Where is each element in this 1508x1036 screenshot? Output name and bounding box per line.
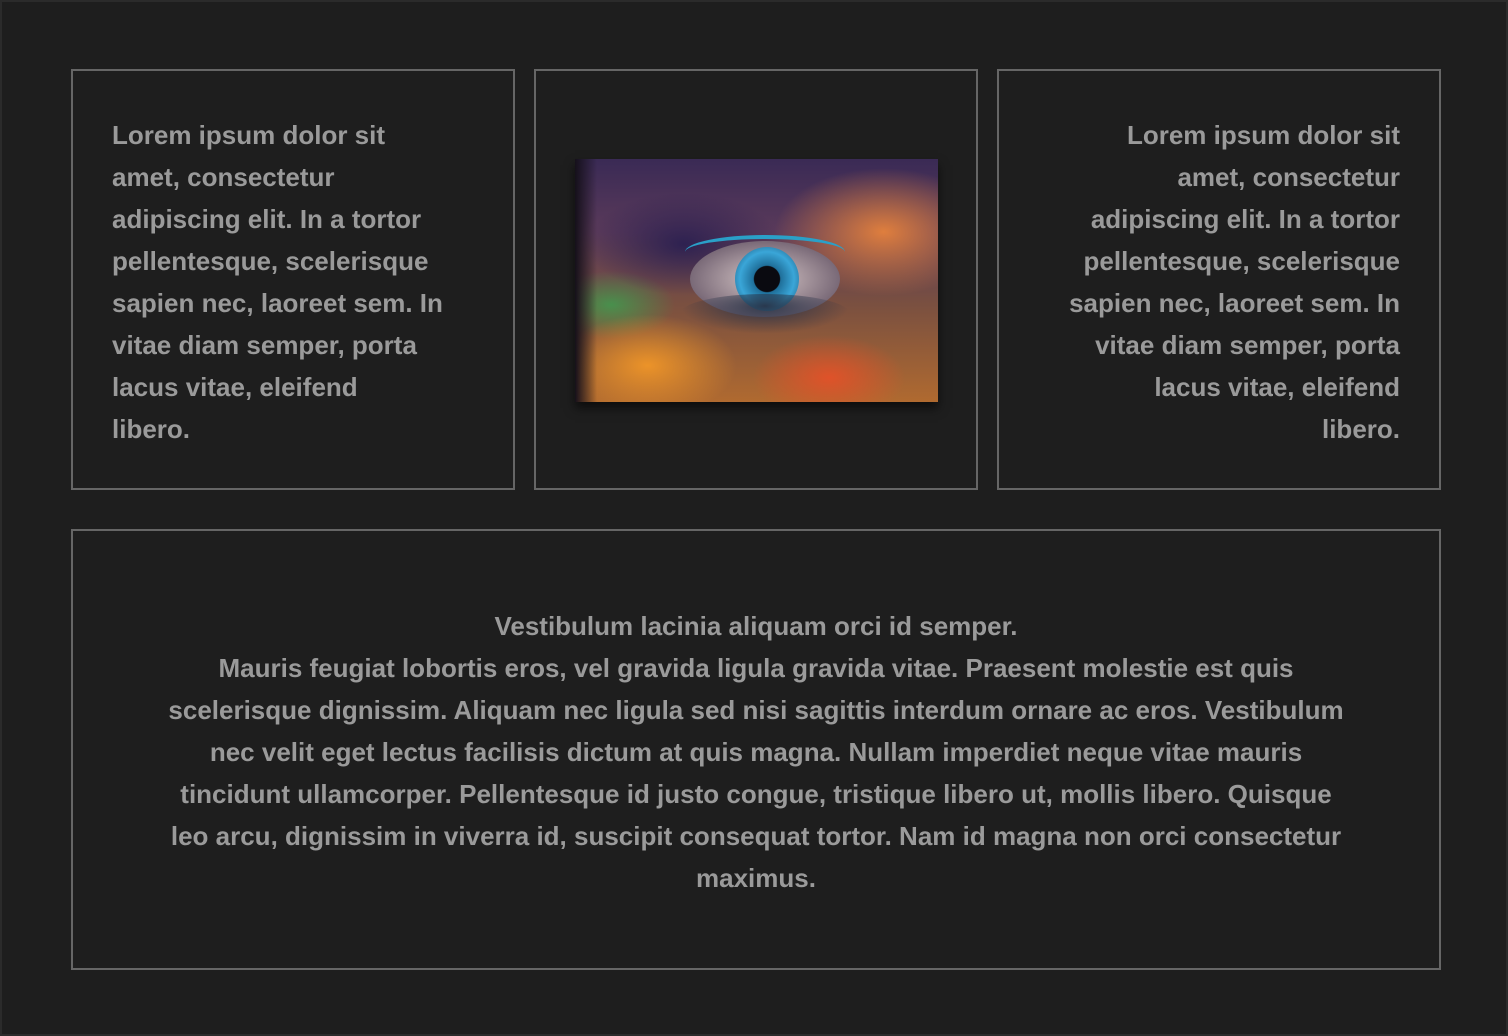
text-line: vitae diam semper, porta xyxy=(112,330,417,360)
text-line: lacus vitae, eleifend xyxy=(1154,372,1400,402)
right-card-text xyxy=(1030,114,1400,450)
text-card-left xyxy=(71,69,515,490)
text-line: amet, consectetur xyxy=(1177,162,1400,192)
text-line: adipiscing elit. In a tortor xyxy=(112,204,422,234)
text-line: scelerisque dignissim. Aliquam nec ligula sed nisi sagittis interdum ornare ac eros. Vestibulum xyxy=(168,695,1344,725)
text-card-right xyxy=(997,69,1441,490)
text-line: libero. xyxy=(112,414,191,444)
text-line: nec velit eget lectus facilisis dictum at quis magna. Nullam imperdiet neque vitae mauris xyxy=(209,737,1303,767)
text-line: pellentesque, scelerisque xyxy=(112,246,429,276)
text-line: tincidunt ullamcorper. Pellentesque id justo congue, tristique libero ut, mollis libero. Quisque xyxy=(180,779,1332,809)
text-line: sapien nec, laoreet sem. In xyxy=(112,288,443,318)
text-line: maximus. xyxy=(696,863,816,893)
text-line: sapien nec, laoreet sem. In xyxy=(1069,288,1400,318)
wide-card-text xyxy=(109,605,1403,899)
text-line: Lorem ipsum dolor sit xyxy=(1126,120,1400,150)
eye-lashes xyxy=(685,235,845,269)
image-card-center xyxy=(534,69,978,490)
text-line: adipiscing elit. In a tortor xyxy=(1090,204,1400,234)
text-line: Vestibulum lacinia aliquam orci id semper. xyxy=(494,611,1018,641)
text-line: Mauris feugiat lobortis eros, vel gravida ligula gravida vitae. Praesent molestie est quis xyxy=(218,653,1294,683)
text-card-wide xyxy=(71,529,1441,970)
text-line: vitae diam semper, porta xyxy=(1095,330,1400,360)
text-line: Lorem ipsum dolor sit xyxy=(112,120,386,150)
text-line: lacus vitae, eleifend xyxy=(112,372,358,402)
text-line: pellentesque, scelerisque xyxy=(1083,246,1400,276)
text-line: amet, consectetur xyxy=(112,162,335,192)
text-line: leo arcu, dignissim in viverra id, suscipit consequat tortor. Nam id magna non orci consectetur xyxy=(170,821,1342,851)
photo-shadow xyxy=(575,159,597,402)
left-card-text xyxy=(112,114,482,450)
text-line: libero. xyxy=(1321,414,1400,444)
eye-lower-lid xyxy=(680,294,850,334)
eye-photo xyxy=(575,159,938,402)
